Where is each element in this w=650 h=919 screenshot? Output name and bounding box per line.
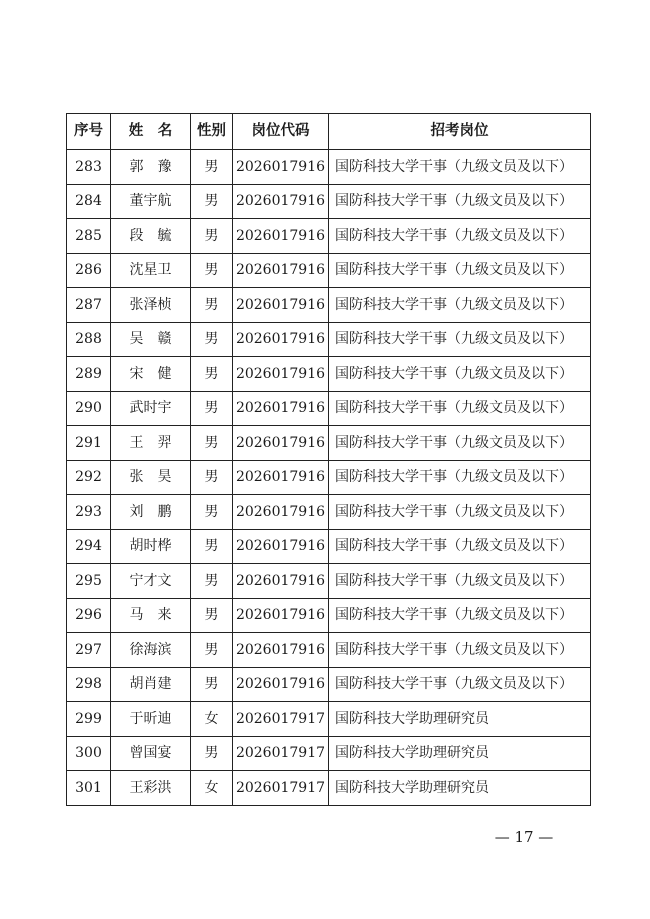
cell-seq: 295 bbox=[67, 564, 111, 599]
cell-seq: 286 bbox=[67, 253, 111, 288]
cell-code: 2026017916 bbox=[233, 184, 329, 219]
table-header-row bbox=[67, 114, 591, 150]
cell-seq: 283 bbox=[67, 150, 111, 185]
header-seq: 序号 bbox=[67, 114, 111, 150]
cell-code: 2026017917 bbox=[233, 736, 329, 771]
cell-seq: 294 bbox=[67, 529, 111, 564]
cell-seq: 289 bbox=[67, 357, 111, 392]
table-row bbox=[67, 253, 591, 288]
cell-code: 2026017917 bbox=[233, 702, 329, 737]
cell-name: 张泽桢 bbox=[111, 288, 191, 323]
cell-sex: 男 bbox=[191, 288, 233, 323]
cell-sex: 男 bbox=[191, 253, 233, 288]
cell-post: 国防科技大学干事（九级文员及以下） bbox=[329, 633, 591, 668]
cell-name: 刘 鹏 bbox=[111, 495, 191, 530]
table-row bbox=[67, 150, 591, 185]
table-row bbox=[67, 219, 591, 254]
header-name: 姓 名 bbox=[111, 114, 191, 150]
cell-sex: 男 bbox=[191, 564, 233, 599]
cell-post: 国防科技大学干事（九级文员及以下） bbox=[329, 150, 591, 185]
table-row bbox=[67, 736, 591, 771]
cell-code: 2026017916 bbox=[233, 667, 329, 702]
cell-post: 国防科技大学干事（九级文员及以下） bbox=[329, 529, 591, 564]
cell-name: 王 羿 bbox=[111, 426, 191, 461]
cell-sex: 男 bbox=[191, 598, 233, 633]
cell-code: 2026017916 bbox=[233, 219, 329, 254]
page-number: — 17 — bbox=[494, 828, 554, 846]
cell-name: 沈星卫 bbox=[111, 253, 191, 288]
cell-post: 国防科技大学干事（九级文员及以下） bbox=[329, 667, 591, 702]
cell-sex: 女 bbox=[191, 702, 233, 737]
table-row bbox=[67, 598, 591, 633]
cell-seq: 298 bbox=[67, 667, 111, 702]
cell-sex: 女 bbox=[191, 771, 233, 806]
cell-name: 张 昊 bbox=[111, 460, 191, 495]
cell-seq: 287 bbox=[67, 288, 111, 323]
cell-name: 马 来 bbox=[111, 598, 191, 633]
cell-post: 国防科技大学干事（九级文员及以下） bbox=[329, 322, 591, 357]
cell-seq: 288 bbox=[67, 322, 111, 357]
cell-name: 董宇航 bbox=[111, 184, 191, 219]
cell-name: 郭 豫 bbox=[111, 150, 191, 185]
table-row bbox=[67, 460, 591, 495]
cell-name: 于昕迪 bbox=[111, 702, 191, 737]
cell-sex: 男 bbox=[191, 633, 233, 668]
table-row bbox=[67, 357, 591, 392]
header-sex: 性别 bbox=[191, 114, 233, 150]
cell-sex: 男 bbox=[191, 667, 233, 702]
cell-name: 段 毓 bbox=[111, 219, 191, 254]
cell-post: 国防科技大学干事（九级文员及以下） bbox=[329, 391, 591, 426]
cell-post: 国防科技大学干事（九级文员及以下） bbox=[329, 460, 591, 495]
cell-code: 2026017916 bbox=[233, 391, 329, 426]
cell-sex: 男 bbox=[191, 219, 233, 254]
cell-code: 2026017916 bbox=[233, 460, 329, 495]
cell-seq: 292 bbox=[67, 460, 111, 495]
cell-seq: 297 bbox=[67, 633, 111, 668]
cell-seq: 284 bbox=[67, 184, 111, 219]
cell-code: 2026017916 bbox=[233, 633, 329, 668]
cell-code: 2026017916 bbox=[233, 150, 329, 185]
cell-name: 胡时桦 bbox=[111, 529, 191, 564]
cell-name: 王彩洪 bbox=[111, 771, 191, 806]
cell-post: 国防科技大学干事（九级文员及以下） bbox=[329, 598, 591, 633]
cell-post: 国防科技大学助理研究员 bbox=[329, 771, 591, 806]
cell-code: 2026017916 bbox=[233, 495, 329, 530]
header-post: 招考岗位 bbox=[329, 114, 591, 150]
cell-post: 国防科技大学助理研究员 bbox=[329, 736, 591, 771]
candidate-table-container bbox=[66, 113, 590, 806]
table-row bbox=[67, 184, 591, 219]
cell-code: 2026017916 bbox=[233, 529, 329, 564]
table-row bbox=[67, 633, 591, 668]
cell-code: 2026017916 bbox=[233, 357, 329, 392]
cell-name: 胡肖建 bbox=[111, 667, 191, 702]
cell-seq: 300 bbox=[67, 736, 111, 771]
cell-name: 曾国宴 bbox=[111, 736, 191, 771]
table-row bbox=[67, 667, 591, 702]
cell-post: 国防科技大学干事（九级文员及以下） bbox=[329, 288, 591, 323]
cell-post: 国防科技大学干事（九级文员及以下） bbox=[329, 253, 591, 288]
cell-code: 2026017916 bbox=[233, 426, 329, 461]
cell-post: 国防科技大学干事（九级文员及以下） bbox=[329, 426, 591, 461]
cell-seq: 299 bbox=[67, 702, 111, 737]
cell-post: 国防科技大学干事（九级文员及以下） bbox=[329, 564, 591, 599]
table-row bbox=[67, 495, 591, 530]
cell-sex: 男 bbox=[191, 391, 233, 426]
cell-post: 国防科技大学干事（九级文员及以下） bbox=[329, 184, 591, 219]
header-code: 岗位代码 bbox=[233, 114, 329, 150]
table-row bbox=[67, 426, 591, 461]
cell-seq: 291 bbox=[67, 426, 111, 461]
cell-sex: 男 bbox=[191, 322, 233, 357]
cell-seq: 290 bbox=[67, 391, 111, 426]
cell-sex: 男 bbox=[191, 357, 233, 392]
table-row bbox=[67, 771, 591, 806]
table-row bbox=[67, 391, 591, 426]
cell-code: 2026017916 bbox=[233, 288, 329, 323]
table-row bbox=[67, 322, 591, 357]
cell-post: 国防科技大学干事（九级文员及以下） bbox=[329, 495, 591, 530]
cell-name: 徐海滨 bbox=[111, 633, 191, 668]
table-row bbox=[67, 529, 591, 564]
cell-code: 2026017916 bbox=[233, 598, 329, 633]
cell-name: 武时宇 bbox=[111, 391, 191, 426]
table-row bbox=[67, 564, 591, 599]
cell-code: 2026017916 bbox=[233, 253, 329, 288]
cell-sex: 男 bbox=[191, 495, 233, 530]
cell-name: 宋 健 bbox=[111, 357, 191, 392]
cell-post: 国防科技大学干事（九级文员及以下） bbox=[329, 219, 591, 254]
candidate-table bbox=[66, 113, 591, 806]
cell-sex: 男 bbox=[191, 184, 233, 219]
cell-sex: 男 bbox=[191, 150, 233, 185]
cell-code: 2026017916 bbox=[233, 322, 329, 357]
cell-sex: 男 bbox=[191, 426, 233, 461]
cell-sex: 男 bbox=[191, 460, 233, 495]
table-row bbox=[67, 288, 591, 323]
cell-seq: 293 bbox=[67, 495, 111, 530]
cell-sex: 男 bbox=[191, 736, 233, 771]
cell-sex: 男 bbox=[191, 529, 233, 564]
cell-post: 国防科技大学助理研究员 bbox=[329, 702, 591, 737]
cell-post: 国防科技大学干事（九级文员及以下） bbox=[329, 357, 591, 392]
cell-code: 2026017916 bbox=[233, 564, 329, 599]
cell-name: 宁才文 bbox=[111, 564, 191, 599]
cell-seq: 301 bbox=[67, 771, 111, 806]
cell-code: 2026017917 bbox=[233, 771, 329, 806]
cell-seq: 285 bbox=[67, 219, 111, 254]
cell-name: 吴 赣 bbox=[111, 322, 191, 357]
cell-seq: 296 bbox=[67, 598, 111, 633]
table-row bbox=[67, 702, 591, 737]
